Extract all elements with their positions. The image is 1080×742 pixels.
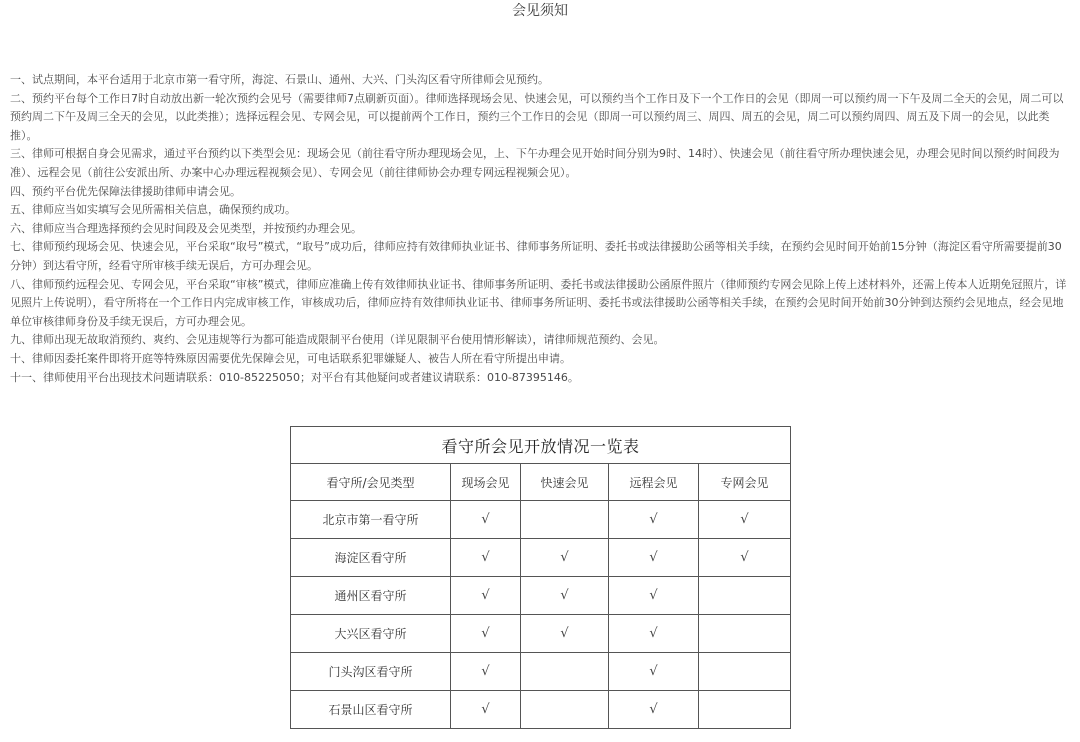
table-cell-check: √: [451, 501, 521, 539]
table-cell-check: √: [451, 539, 521, 577]
table-cell-check: √: [609, 577, 699, 615]
table-header-cell: 专网会见: [699, 464, 791, 501]
table-row: [291, 615, 791, 653]
table-cell-check: √: [609, 501, 699, 539]
table-cell-facility: 北京市第一看守所: [291, 501, 451, 539]
table-cell-check: √: [609, 615, 699, 653]
notice-item: 五、律师应当如实填写会见所需相关信息，确保预约成功。: [10, 203, 296, 217]
table-cell-facility: 海淀区看守所: [291, 539, 451, 577]
table-header-row: [291, 464, 791, 501]
table-cell-check: √: [521, 577, 609, 615]
table-cell-check: [699, 691, 791, 729]
open-status-table-container: [290, 426, 790, 729]
table-cell-check: √: [609, 691, 699, 729]
table-header-cell: 快速会见: [521, 464, 609, 501]
table-row: [291, 501, 791, 539]
table-cell-check: √: [451, 653, 521, 691]
table-cell-check: [521, 653, 609, 691]
table-row: [291, 539, 791, 577]
table-cell-check: √: [521, 615, 609, 653]
table-cell-check: √: [609, 653, 699, 691]
table-header-cell: 现场会见: [451, 464, 521, 501]
notice-item: 一、试点期间，本平台适用于北京市第一看守所，海淀、石景山、通州、大兴、门头沟区看守所律师会见预约。: [10, 73, 549, 86]
table-header-cell: 远程会见: [609, 464, 699, 501]
notice-item: 十、律师因委托案件即将开庭等特殊原因需要优先保障会见，可电话联系犯罪嫌疑人、被告人所在看守所提出申请。: [10, 351, 571, 365]
table-cell-check: √: [451, 615, 521, 653]
table-cell-check: [521, 501, 609, 539]
table-caption: 看守所会见开放情况一览表: [291, 427, 791, 464]
table-cell-facility: 石景山区看守所: [291, 691, 451, 729]
page-title: 会见须知: [512, 3, 568, 19]
table-cell-check: √: [699, 501, 791, 539]
table-header-cell: 看守所/会见类型: [291, 464, 451, 501]
notice-item: 十一、律师使用平台出现技术问题请联系：010-85225050；对平台有其他疑问或者建议请联系：010-87395146。: [10, 370, 579, 384]
table-cell-check: [521, 691, 609, 729]
table-cell-check: √: [699, 539, 791, 577]
table-cell-check: √: [609, 539, 699, 577]
table-row: [291, 691, 791, 729]
table-cell-facility: 大兴区看守所: [291, 615, 451, 653]
table-cell-check: √: [451, 691, 521, 729]
table-row: [291, 653, 791, 691]
notice-item: 九、律师出现无故取消预约、爽约、会见违规等行为都可能造成限制平台使用（详见限制平台使用情形解读），请律师规范预约、会见。: [10, 333, 665, 347]
notice-item: 七、律师预约现场会见、快速会见，平台采取“取号”模式，“取号”成功后，律师应持有效律师执业证书、律师事务所证明、委托书或法律援助公函等相关手续，在预约会见时间开始前15分钟（海淀区看守所需要提前30分钟）到达看守所，经看守所审核手续无误后，方可办理会见。: [10, 240, 1062, 272]
table-cell-check: [699, 615, 791, 653]
table-cell-check: [699, 577, 791, 615]
notice-item: 八、律师预约远程会见、专网会见，平台采取“审核”模式，律师应准确上传有效律师执业证书、律师事务所证明、委托书或法律援助公函原件照片（律师预约专网会见除上传上述材料外，还需上传本人近期免冠照片，详见照片上传说明），看守所将在一个工作日内完成审核工作，审核成功后，律师应持有效律师执业证书、律师事务所证明、委托书或法律援助公函等相关手续，在预约会见时间开始前30分钟到达预约会见地点，经会见地单位审核律师身份及手续无误后，方可办理会见。: [10, 277, 1067, 328]
notice-item: 四、预约平台优先保障法律援助律师申请会见。: [10, 184, 241, 198]
table-cell-facility: 通州区看守所: [291, 577, 451, 615]
open-status-table: [290, 426, 791, 729]
notice-item: 六、律师应当合理选择预约会见时间段及会见类型，并按预约办理会见。: [10, 221, 362, 235]
table-row: [291, 577, 791, 615]
table-cell-facility: 门头沟区看守所: [291, 653, 451, 691]
notice-item: 三、律师可根据自身会见需求，通过平台预约以下类型会见：现场会见（前往看守所办理现场会见，上、下午办理会见开始时间分别为9时、14时）、快速会见（前往看守所办理快速会见，办理会见时间以预约时间段为准）、远程会见（前往公安派出所、办案中心办理远程视频会见）、专网会见（前往律师协会办理专网远程视频会见）。: [10, 147, 1060, 179]
table-cell-check: √: [451, 577, 521, 615]
table-cell-check: [699, 653, 791, 691]
table-cell-check: √: [521, 539, 609, 577]
notice-list: [10, 71, 1070, 387]
notice-item: 二、预约平台每个工作日7时自动放出新一轮次预约会见号（需要律师7点刷新页面）。律师选择现场会见、快速会见，可以预约当个工作日及下一个工作日的会见（即周一可以预约周一下午及周二全天的会见，周二可以预约周二下午及周三全天的会见，以此类推）；选择远程会见、专网会见，可以提前两个工作日，预约三个工作日的会见（即周一可以预约周三、周四、周五的会见，周二可以预约周四、周五及下周一的会见，以此类推）。: [10, 91, 1064, 142]
